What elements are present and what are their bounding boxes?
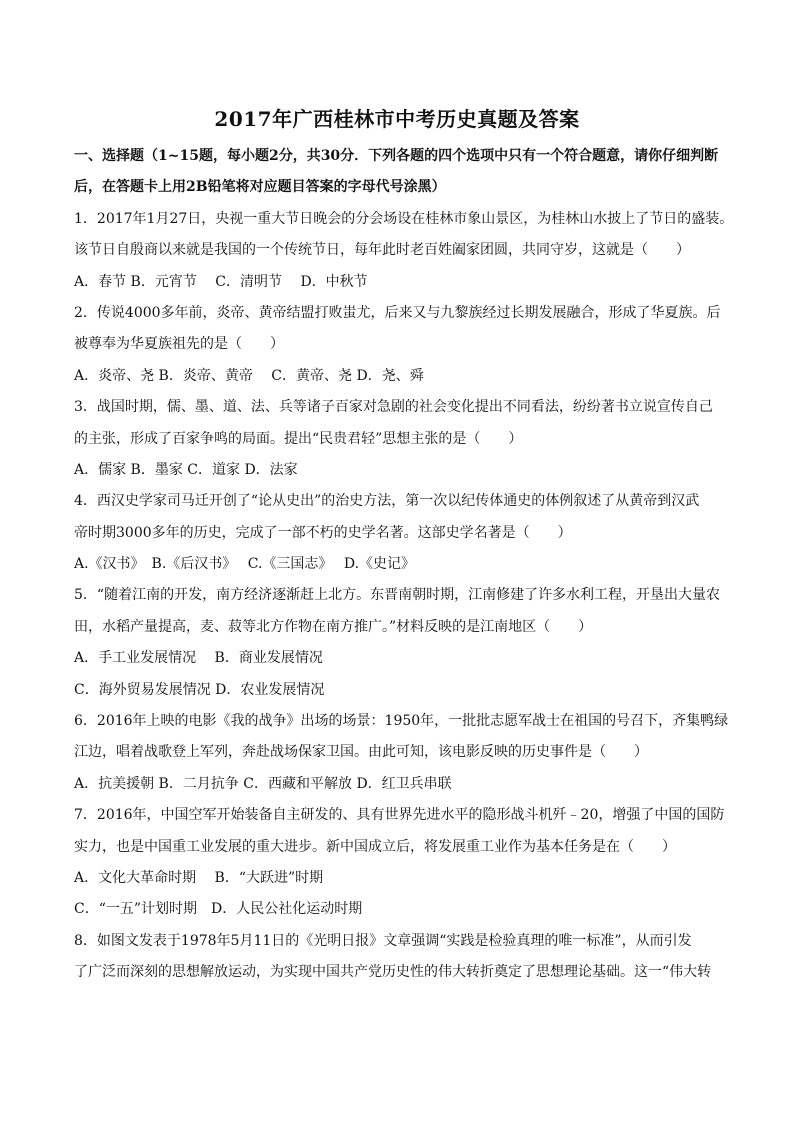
question-7-stem-line-1: 7．2016年，中国空军开始装备自主研发的、具有世界先进水平的隐形战斗机歼﹣20，增强了中国的国防 [74,807,725,824]
question-1-stem-line-1: 1．2017年1月27日，央视一重大节日晚会的分会场设在桂林市象山景区，为桂林山水披上了节日的盛装。 [74,210,734,227]
question-4-stem-line-1: 4．西汉史学家司马迁开创了“论从史出”的治史方法，第一次以纪传体通史的体例叙述了从黄帝到汉武 [74,493,700,510]
document-title: 2017年广西桂林市中考历史真题及答案 [214,107,580,131]
question-5-options-line-1: A．手工业发展情况 B．商业发展情况 [74,650,323,667]
question-4-stem-line-2: 帝时期3000多年的历史，完成了一部不朽的史学名著。这部史学名著是（ ） [74,524,572,541]
question-1-options: A．春节 B．元宵节 C．清明节 D．中秋节 [74,273,368,290]
question-3-stem-line-1: 3．战国时期，儒、墨、道、法、兵等诸子百家对急剧的社会变化提出不同看法，纷纷著书立说宣传自己 [74,399,713,416]
section-heading-line-1: 一、选择题（1~15题，每小题2分，共30分．下列各题的四个选项中只有一个符合题意，请你仔细判断 [74,148,719,164]
question-7-options-line-1: A．文化大革命时期 B．“大跃进”时期 [74,869,324,886]
document-body [74,145,734,993]
question-6-stem-line-2: 江边，唱着战歌登上军列，奔赴战场保家卫国。由此可知，该电影反映的历史事件是（ ） [74,744,648,761]
question-5-options-line-2: C．海外贸易发展情况 D．农业发展情况 [74,681,325,698]
question-5-stem-line-2: 田，水稻产量提高，麦、菽等北方作物在南方推广。”材料反映的是江南地区（ ） [74,618,593,635]
section-heading-line-2: 后，在答题卡上用2B铅笔将对应题目答案的字母代号涂黑） [74,179,446,196]
question-1-stem-line-2: 该节日自殷商以来就是我国的一个传统节日，每年此时老百姓阖家团圆，共同守岁，这就是（ ） [74,242,690,259]
question-2-stem-line-1: 2．传说4000多年前，炎帝、黄帝结盟打败蚩尤，后来又与九黎族经过长期发展融合，形成了华夏族。后 [74,304,721,321]
question-8-stem-line-2: 了广泛而深刻的思想解放运动，为实现中国共产党历史性的伟大转折奠定了思想理论基础。这一“伟大转 [74,964,712,981]
question-4-options: A.《汉书》 B.《后汉书》 C.《三国志》 D.《史记》 [74,556,416,573]
question-2-stem-line-2: 被尊奉为华夏族祖先的是（ ） [74,336,284,353]
question-5-stem-line-1: 5．“随着江南的开发，南方经济逐渐赶上北方。东晋南朝时期，江南修建了许多水利工程，开垦出大量农 [74,587,721,604]
question-3-stem-line-2: 的主张，形成了百家争鸣的局面。提出“民贵君轻”思想主张的是（ ） [74,430,523,447]
question-2-options: A．炎帝、尧 B．炎帝、黄帝 C．黄帝、尧 D．尧、舜 [74,367,424,384]
question-7-options-line-2: C．“一五”计划时期 D．人民公社化运动时期 [74,901,363,918]
question-6-stem-line-1: 6．2016年上映的电影《我的战争》出场的场景：1950年，一批批志愿军战士在祖国的号召下，齐集鸭绿 [74,713,729,730]
question-3-options: A．儒家 B．墨家 C．道家 D．法家 [74,461,298,478]
question-6-options: A．抗美援朝 B．二月抗争 C．西藏和平解放 D．红卫兵串联 [74,775,452,792]
question-7-stem-line-2: 实力，也是中国重工业发展的重大进步。新中国成立后，将发展重工业作为基本任务是在（ ） [74,838,676,855]
question-8-stem-line-1: 8．如图文发表于1978年5月11日的《光明日报》文章强调“实践是检验真理的唯一标准”，从而引发 [74,932,692,949]
